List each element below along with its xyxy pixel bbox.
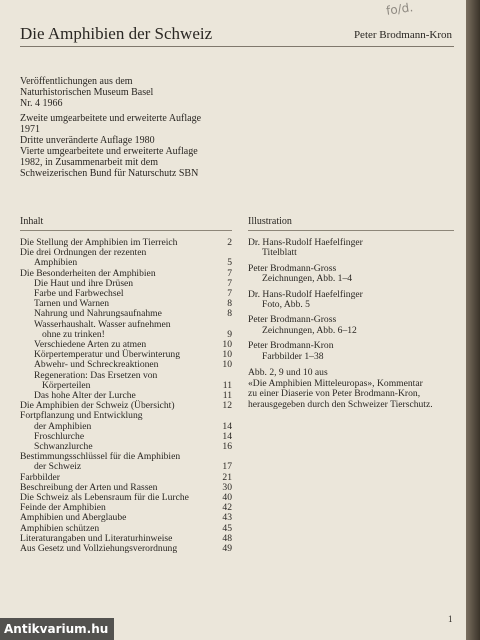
toc-entry-title: Die drei Ordnungen der rezenten — [20, 247, 147, 259]
toc-page-number: 45 — [222, 522, 232, 534]
toc-entry-title: Bestimmungsschlüssel für die Amphibien — [20, 451, 181, 463]
illustration-credit — [248, 238, 454, 259]
note-line: zu einer Diaserie von Peter Brodmann-Kron, — [248, 388, 421, 400]
toc-entry-title: Abwehr- und Schreckreaktionen — [34, 359, 159, 371]
header-rule — [20, 46, 454, 47]
toc-page-number: 11 — [222, 390, 232, 402]
toc-page-number: 40 — [222, 492, 232, 504]
toc-entry-title: Die Amphibien der Schweiz (Übersicht) — [20, 400, 175, 412]
illustration-credit — [248, 315, 454, 336]
toc-page-number: 42 — [222, 502, 232, 514]
table-of-contents — [20, 238, 232, 554]
illustration-credit — [248, 264, 454, 285]
toc-entry-title: der Amphibien — [34, 420, 92, 432]
toc-page-number: 10 — [222, 359, 232, 371]
note-line: herausgegeben durch den Schweizer Tierschutz. — [248, 398, 433, 410]
page-header — [20, 24, 454, 44]
toc-page-number: 14 — [222, 420, 232, 432]
toc-entry — [20, 452, 232, 472]
toc-page-number: 7 — [227, 288, 232, 300]
publication-info — [20, 76, 350, 183]
illustration-detail: Farbbilder 1–38 — [262, 350, 324, 362]
toc-entry — [20, 371, 232, 391]
illustrator-name: Peter Brodmann-Gross — [248, 314, 337, 326]
toc-entry — [20, 544, 232, 554]
toc-heading-rule — [20, 230, 232, 231]
toc-page-number: 5 — [227, 257, 232, 269]
toc-page-number: 16 — [222, 441, 232, 453]
toc-page-number: 10 — [222, 339, 232, 351]
illustration-heading: Illustration — [248, 216, 292, 227]
illustration-heading-rule — [248, 230, 454, 231]
toc-heading: Inhalt — [20, 216, 44, 227]
publication-series: Veröffentlichungen aus dem Naturhistorischen Museum Basel Nr. 4 1966 — [20, 76, 154, 109]
note-line: «Die Amphibien Mitteleuropas», Kommentar — [248, 377, 423, 389]
illustrator-name: Dr. Hans-Rudolf Haefelfinger — [248, 237, 363, 248]
toc-page-number: 17 — [222, 461, 232, 473]
toc-entry-title: Amphibien und Aberglaube — [20, 512, 127, 524]
toc-page-number: 12 — [222, 400, 232, 412]
toc-page-number: 14 — [222, 430, 232, 442]
toc-entry — [20, 248, 232, 268]
toc-page-number: 7 — [227, 277, 232, 289]
illustrator-name: Dr. Hans-Rudolf Haefelfinger — [248, 288, 363, 300]
toc-entry-title: Das hohe Alter der Lurche — [34, 390, 136, 402]
illustration-detail: Zeichnungen, Abb. 6–12 — [262, 324, 357, 336]
toc-page-number: 8 — [227, 298, 232, 310]
toc-entry-title: Verschiedene Arten zu atmen — [34, 339, 147, 351]
toc-page-number: 49 — [222, 543, 232, 555]
toc-entry — [20, 320, 232, 340]
edition-history: Zweite umgearbeitete und erweiterte Auflage 1971 Dritte unveränderte Auflage 1980 Vierte umgearbeitete und erweiterte Auflage 1982, in Zusammenarbeit mit dem Schweizerischen Bund für Naturschutz SBN — [20, 113, 202, 179]
illustration-detail: Zeichnungen, Abb. 1–4 — [262, 273, 353, 285]
toc-page-number: 48 — [222, 532, 232, 544]
toc-entry-title: Nahrung und Nahrungsaufnahme — [34, 308, 162, 320]
toc-page-number: 11 — [222, 379, 232, 391]
illustrator-name: Peter Brodmann-Gross — [248, 262, 337, 274]
note-line: Abb. 2, 9 und 10 aus — [248, 367, 328, 379]
toc-entry-title: Die Haut und ihre Drüsen — [34, 277, 134, 289]
toc-entry-title: Amphibien schützen — [20, 522, 100, 534]
toc-page-number: 2 — [227, 237, 232, 248]
toc-entry-title: Die Besonderheiten der Amphibien — [20, 267, 156, 279]
toc-entry-title: Die Schweiz als Lebensraum für die Lurche — [20, 492, 189, 504]
illustrator-name: Peter Brodmann-Kron — [248, 340, 334, 352]
toc-entry-title: Schwanzlurche — [34, 441, 93, 453]
toc-page-number: 43 — [222, 512, 232, 524]
toc-entry-title: Literaturangaben und Literaturhinweise — [20, 532, 173, 544]
illustration-credit — [248, 341, 454, 362]
toc-page-number: 7 — [227, 267, 232, 279]
toc-entry-title: Die Stellung der Amphibien im Tierreich — [20, 237, 178, 248]
toc-entry-title: Körperteilen — [42, 379, 91, 391]
toc-entry-title: Amphibien — [34, 257, 78, 269]
book-title: Die Amphibien der Schweiz — [20, 24, 213, 43]
toc-entry-title: Farbe und Farbwechsel — [34, 288, 124, 300]
illustration-source-note — [248, 368, 454, 410]
illustration-credits — [248, 238, 454, 410]
toc-entry-title: Beschreibung der Arten und Rassen — [20, 481, 158, 493]
toc-page-number: 8 — [227, 308, 232, 320]
toc-entry-title: Regeneration: Das Ersetzen von — [34, 369, 158, 381]
toc-page-number: 21 — [222, 471, 232, 483]
watermark-logo: Antikvarium.hu — [0, 618, 114, 640]
illustration-detail: Foto, Abb. 5 — [262, 299, 310, 311]
page-edge-shadow — [466, 0, 480, 640]
toc-entry-title: Froschlurche — [34, 430, 85, 442]
toc-entry-title: Feinde der Amphibien — [20, 502, 106, 514]
illustration-credit — [248, 290, 454, 311]
toc-entry-title: Fortpflanzung und Entwicklung — [20, 410, 143, 422]
toc-entry-title: Farbbilder — [20, 471, 60, 483]
toc-entry-title: der Schweiz — [34, 461, 82, 473]
page-number: 1 — [448, 614, 453, 624]
toc-page-number: 10 — [222, 349, 232, 361]
toc-page-number: 30 — [222, 481, 232, 493]
toc-page-number: 9 — [227, 328, 232, 340]
toc-entry-title: ohne zu trinken! — [42, 328, 105, 340]
handwritten-note: fo/d. — [385, 0, 414, 18]
illustration-detail: Titelblatt — [262, 247, 297, 259]
book-author: Peter Brodmann-Kron — [353, 29, 452, 41]
toc-entry-title: Wasserhaushalt. Wasser aufnehmen — [34, 318, 171, 330]
toc-entry-title: Aus Gesetz und Vollziehungsverordnung — [20, 543, 178, 555]
toc-entry-title: Tarnen und Warnen — [34, 298, 110, 310]
toc-entry-title: Körpertemperatur und Überwinterung — [34, 349, 180, 361]
